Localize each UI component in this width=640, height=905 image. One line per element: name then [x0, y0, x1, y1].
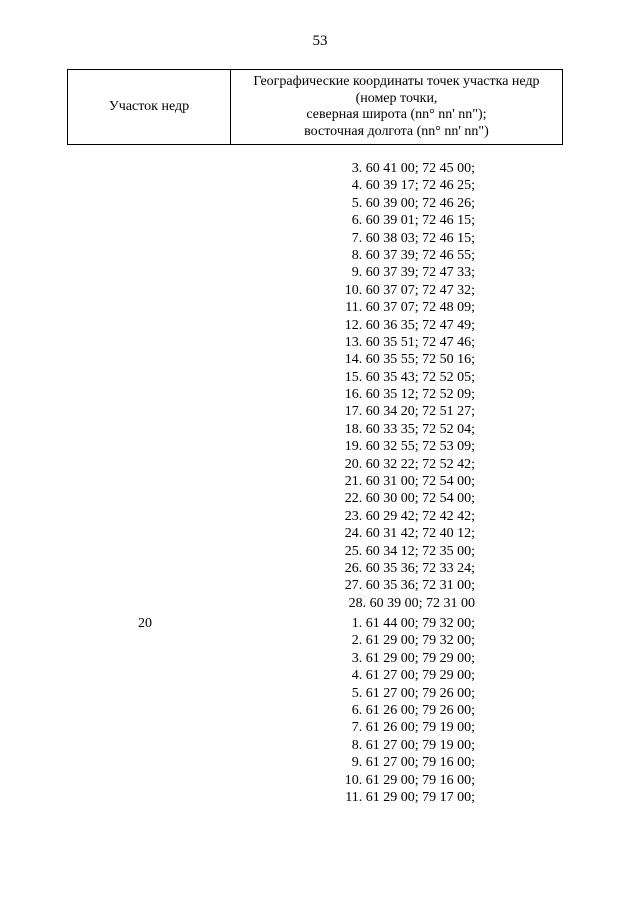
coordinate-point: 1. 61 44 00; 79 32 00;	[351, 616, 475, 631]
coordinate-point: 8. 60 37 39; 72 46 55;	[351, 247, 475, 263]
coordinate-point: 20. 60 32 22; 72 52 42;	[344, 456, 475, 472]
page-number: 53	[312, 33, 328, 49]
coordinate-point: 18. 60 33 35; 72 52 04;	[344, 421, 475, 437]
coordinate-point: 8. 61 27 00; 79 19 00;	[351, 737, 475, 753]
coordinate-point: 7. 61 26 00; 79 19 00;	[351, 720, 475, 736]
point-list	[300, 615, 475, 806]
coordinate-point: 17. 60 34 20; 72 51 27;	[344, 404, 475, 420]
header-line: северная широта (nn° nn' nn");	[306, 107, 487, 122]
coordinate-point: 28. 60 39 00; 72 31 00	[348, 595, 475, 611]
coordinate-point: 4. 61 27 00; 79 29 00;	[351, 668, 475, 684]
coordinate-point: 11. 60 37 07; 72 48 09;	[345, 300, 475, 316]
coordinate-point: 26. 60 35 36; 72 33 24;	[344, 560, 475, 576]
coordinate-point: 24. 60 31 42; 72 40 12;	[344, 526, 475, 542]
coordinate-point: 5. 60 39 00; 72 46 26;	[351, 195, 475, 211]
coordinate-point: 11. 61 29 00; 79 17 00;	[345, 789, 475, 805]
coordinate-point: 14. 60 35 55; 72 50 16;	[344, 352, 475, 368]
coordinate-point: 2. 61 29 00; 79 32 00;	[351, 633, 475, 649]
coordinate-point: 12. 60 36 35; 72 47 49;	[344, 317, 475, 333]
coordinate-point: 9. 61 27 00; 79 16 00;	[351, 755, 475, 771]
parcel-number: 20	[138, 616, 152, 631]
coordinate-point: 23. 60 29 42; 72 42 42;	[344, 508, 475, 524]
coordinate-point: 27. 60 35 36; 72 31 00;	[344, 578, 475, 594]
header-parcel-column: Участок недр	[68, 70, 231, 145]
coordinates-table-header	[67, 69, 563, 145]
header-line: (номер точки,	[355, 90, 438, 106]
coordinate-point: 25. 60 34 12; 72 35 00;	[344, 543, 475, 559]
coordinate-point: 9. 60 37 39; 72 47 33;	[351, 265, 475, 281]
coordinate-point: 13. 60 35 51; 72 47 46;	[344, 334, 475, 350]
coordinate-point: 21. 60 31 00; 72 54 00;	[344, 474, 475, 490]
coordinate-point: 4. 60 39 17; 72 46 25;	[351, 178, 475, 194]
coordinate-point: 5. 61 27 00; 79 26 00;	[351, 685, 475, 701]
coordinate-point: 16. 60 35 12; 72 52 09;	[344, 387, 475, 403]
point-list	[300, 160, 475, 612]
header-line: восточная долгота (nn° nn' nn")	[304, 123, 489, 139]
coordinate-point: 6. 60 39 01; 72 46 15;	[351, 213, 475, 229]
coordinate-point: 15. 60 35 43; 72 52 05;	[344, 369, 475, 385]
coordinate-point: 3. 61 29 00; 79 29 00;	[351, 650, 475, 666]
coordinate-point: 10. 60 37 07; 72 47 32;	[344, 282, 475, 298]
coordinate-point: 22. 60 30 00; 72 54 00;	[344, 491, 475, 507]
header-line: Географические координаты точек участка недр	[253, 74, 540, 89]
coordinate-point: 6. 61 26 00; 79 26 00;	[351, 702, 475, 718]
coordinate-point: 3. 60 41 00; 72 45 00;	[351, 161, 475, 176]
coordinate-point: 19. 60 32 55; 72 53 09;	[344, 439, 475, 455]
coordinate-point: 7. 60 38 03; 72 46 15;	[351, 230, 475, 246]
coordinate-point: 10. 61 29 00; 79 16 00;	[344, 772, 475, 788]
header-coordinates-column	[231, 70, 563, 145]
